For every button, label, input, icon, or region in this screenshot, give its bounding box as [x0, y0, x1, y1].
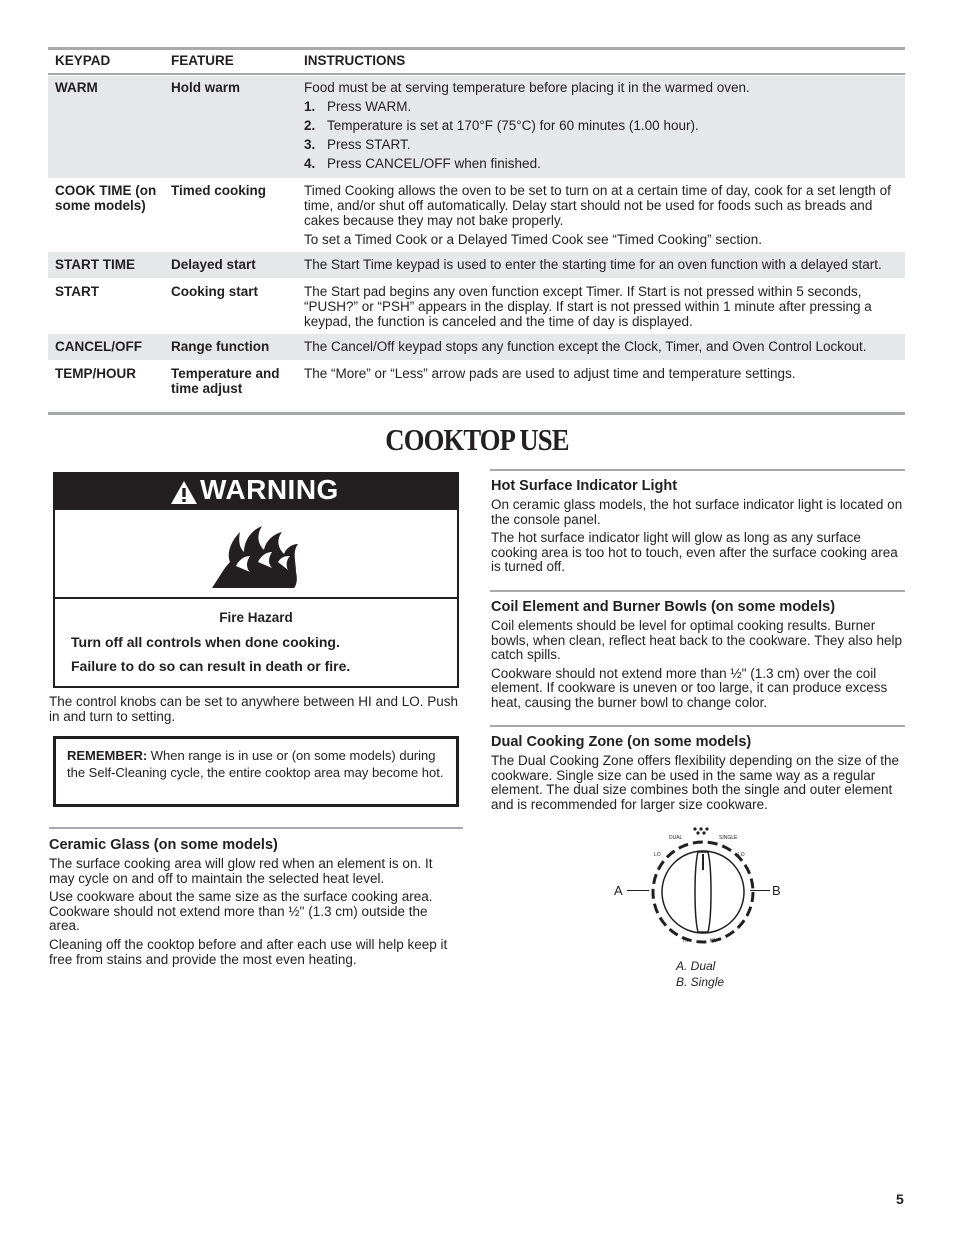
- list-item: 1. Press WARM.: [304, 99, 412, 114]
- warning-hazard: Fire Hazard: [219, 610, 293, 625]
- instructions: The Start Time keypad is used to enter the starting time for an oven function with a delayed start.: [304, 257, 882, 272]
- dial-label-single: SINGLE: [719, 835, 738, 841]
- remember-note: [67, 748, 447, 781]
- list-item: 4. Press CANCEL/OFF when finished.: [304, 156, 541, 171]
- list-item: 2. Temperature is set at 170°F (75°C) for 60 minutes (1.00 hour).: [304, 118, 699, 133]
- table-header-feature: FEATURE: [171, 53, 234, 68]
- instructions: The Cancel/Off keypad stops any function except the Clock, Timer, and Oven Control Lockout.: [304, 339, 867, 354]
- table-header-rule: [48, 73, 905, 75]
- table-header-instructions: INSTRUCTIONS: [304, 53, 406, 68]
- ceramic-body: The surface cooking area will glow red when an element is on. It may cycle on and off to maintain the selected heat level. Use cookware about the same size as the surface cooking area. Cookware should not extend more than ½" (1.3 cm) outside the area. Cleaning off the cooktop before and after each use will help keep it free from stains and provide the most even heating.: [49, 856, 448, 967]
- table-header-keypad: KEYPAD: [55, 53, 111, 68]
- remember-text: When range is in use or (on some models) during the Self-Cleaning cycle, the entire cooktop area may become hot.: [67, 748, 444, 780]
- table-row: [48, 278, 905, 333]
- dial-label-lo-right: LO: [738, 852, 745, 858]
- feature-name: Range function: [171, 339, 270, 354]
- caption-b: B. Single: [676, 975, 725, 989]
- dual-zone-heading: Dual Cooking Zone (on some models): [491, 734, 752, 750]
- keypad-name: TEMP/HOUR: [55, 366, 136, 381]
- coil-body: Coil elements should be level for optimal cooking results. Burner bowls, when clean, reflect heat back to the cookware. They also help catch spills. Cookware should not extend more than ½" (1.3 cm) over the coil element. If cookware is uneven or too large, it can produce excess heat, causing the burner bowl to change color.: [491, 618, 902, 710]
- coil-heading: Coil Element and Burner Bowls (on some models): [491, 599, 836, 615]
- instructions: [304, 80, 902, 175]
- page-number: 5: [896, 1191, 904, 1207]
- feature-name: Temperature and time adjust: [171, 366, 280, 396]
- section-rule: [49, 827, 463, 829]
- dual-zone-knob-illustration: [640, 824, 770, 948]
- instruction-steps: [304, 99, 902, 171]
- instructions: The Start pad begins any oven function except Timer. If Start is not pressed within 5 seconds, “PUSH?” or “PSH” appears in the display. If start is not pressed within 1 minute after pressing a keypad, the function is canceled and the time of day is displayed.: [304, 284, 872, 329]
- warning-triangle-icon: [170, 480, 198, 510]
- caption-a: A. Dual: [676, 959, 716, 973]
- knobs-paragraph: The control knobs can be set to anywhere between HI and LO. Push in and turn to setting.: [49, 694, 458, 724]
- feature-name: Cooking start: [171, 284, 259, 299]
- section-rule: [490, 725, 905, 727]
- warning-line-2: Failure to do so can result in death or fire.: [71, 658, 351, 674]
- keypad-name: START TIME: [55, 257, 135, 272]
- feature-name: Timed cooking: [171, 183, 267, 198]
- instructions: Timed Cooking allows the oven to be set to turn on at a certain time of day, cook for a set length of time, and/or shut off automatically. Delay start should not be used for foods such as breads and cakes because they may not bake properly. To set a Timed Cook or a Delayed Timed Cook see “Timed Cooking” section.: [304, 183, 891, 247]
- dial-label-lo-left: LO: [654, 852, 661, 858]
- dual-zone-body: The Dual Cooking Zone offers flexibility depending on the size of the cookware. Single size can be used in the same way as a regular element. The dual size combines both the single and outer element and is recommended for larger size cookware.: [491, 753, 899, 812]
- section-rule: [490, 590, 905, 592]
- knob-label-a: A: [614, 883, 623, 898]
- table-row: [48, 178, 905, 251]
- fire-icon: [210, 522, 302, 595]
- section-title: COOKTOP USE: [385, 422, 569, 457]
- keypad-name: WARM: [55, 80, 98, 95]
- hot-surface-heading: Hot Surface Indicator Light: [491, 478, 678, 494]
- knob-label-b: B: [772, 883, 781, 898]
- table-row: [48, 334, 905, 360]
- hot-surface-body: On ceramic glass models, the hot surface indicator light is located on the console panel. The hot surface indicator light will glow as long as any surface cooking area is too hot to touch, even after the surface cooking area is turned off.: [491, 497, 903, 575]
- dial-label-hi-left: HI: [683, 938, 688, 944]
- keypad-name: CANCEL/OFF: [55, 339, 142, 354]
- table-bottom-rule: [48, 412, 905, 415]
- warning-divider: [55, 597, 457, 599]
- feature-name: Hold warm: [171, 80, 241, 95]
- section-rule: [490, 469, 905, 471]
- table-row: [48, 360, 905, 410]
- instructions: The “More” or “Less” arrow pads are used to adjust time and temperature settings.: [304, 366, 796, 381]
- leader-line-b: [750, 890, 770, 891]
- dial-label-dual: DUAL: [669, 835, 683, 841]
- ceramic-heading: Ceramic Glass (on some models): [49, 837, 278, 853]
- table-top-rule: [48, 47, 905, 50]
- table-row: [48, 76, 905, 178]
- table-row: [48, 252, 905, 278]
- warning-title: WARNING: [200, 474, 339, 505]
- list-item: 3. Press START.: [304, 137, 411, 152]
- instruction-intro: Food must be at serving temperature before placing it in the warmed oven.: [304, 80, 750, 95]
- keypad-name: COOK TIME (on some models): [55, 183, 157, 213]
- remember-label: REMEMBER:: [67, 748, 148, 763]
- warning-line-1: Turn off all controls when done cooking.: [71, 634, 340, 650]
- feature-name: Delayed start: [171, 257, 256, 272]
- keypad-name: START: [55, 284, 99, 299]
- dial-label-hi-right: HI: [710, 938, 715, 944]
- leader-line-a: [627, 890, 649, 891]
